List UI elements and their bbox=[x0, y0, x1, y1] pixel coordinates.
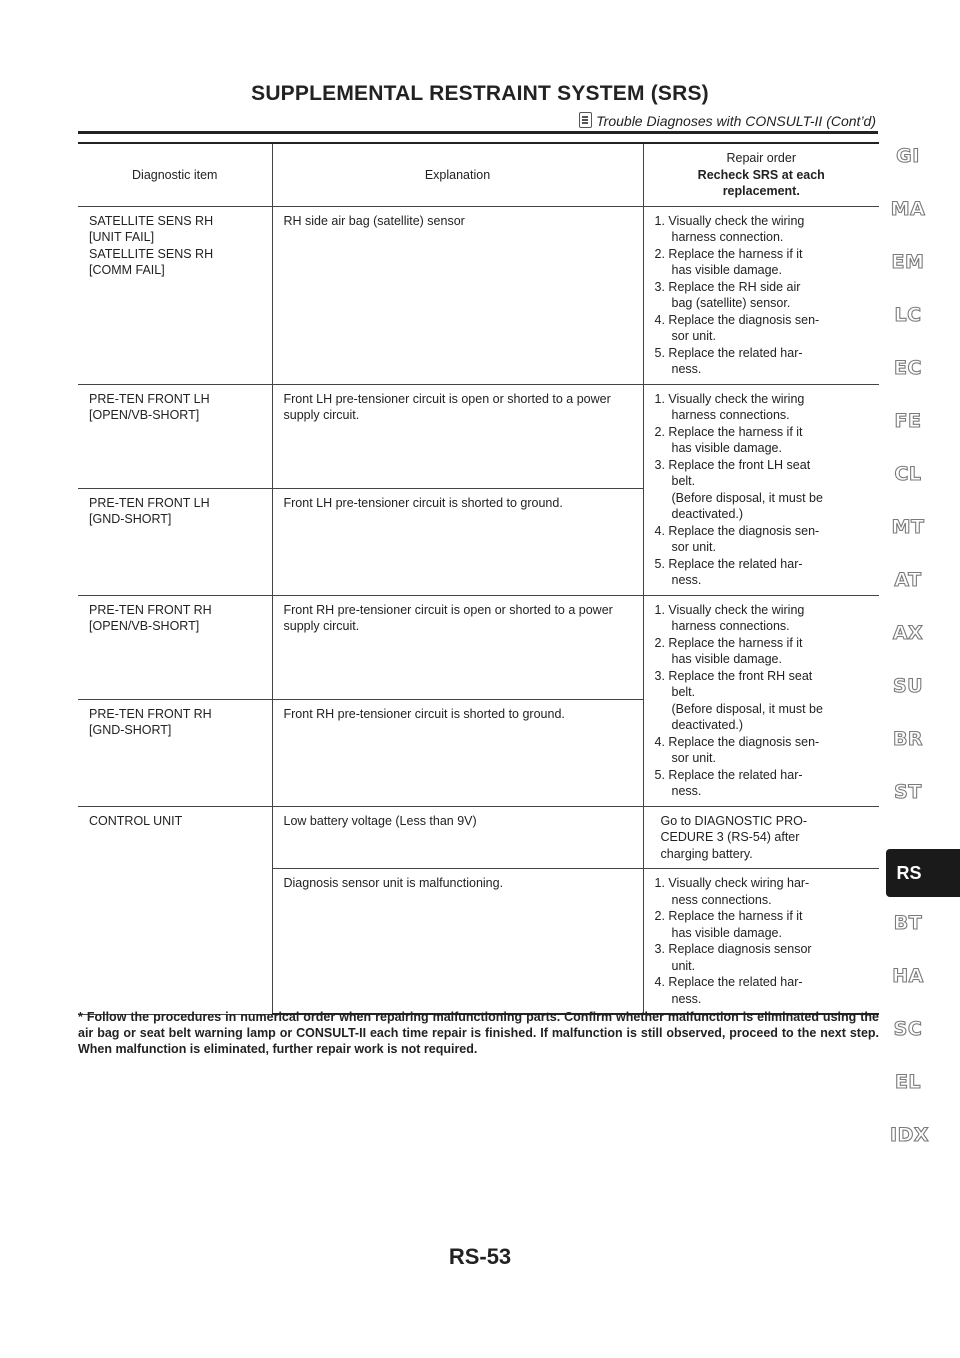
section-subtitle bbox=[579, 112, 876, 129]
repair-step: 2. Replace the harness if it has visible damage. bbox=[654, 246, 803, 277]
repair-step: 3. Replace the front LH seat belt. (Before disposal, it must be deactivated.) bbox=[654, 457, 823, 521]
item-line: CONTROL UNIT bbox=[89, 813, 183, 828]
index-tab-fe[interactable]: FE bbox=[894, 410, 922, 432]
repair-note-line: Go to DIAGNOSTIC PRO- bbox=[660, 813, 808, 828]
footnote: * Follow the procedures in numerical order when repairing malfunctioning parts. Confirm whether malfunction is eliminated using the air bag or seat belt warning lamp or CONSULT-II each time repair is finished. If malfunction is still observed, proceed to the next step. When malfunction is eliminated, further repair work is not required. bbox=[78, 1010, 879, 1056]
index-tab-lc[interactable]: LC bbox=[894, 304, 922, 326]
explanation-cell: Diagnosis sensor unit is malfunctioning. bbox=[272, 869, 643, 1015]
index-tab-bt[interactable]: BT bbox=[893, 912, 923, 934]
explanation-cell: Low battery voltage (Less than 9V) bbox=[272, 806, 643, 869]
table-row bbox=[78, 806, 879, 869]
table-row bbox=[78, 595, 879, 699]
repair-steps bbox=[655, 213, 880, 378]
repair-step: 3. Replace the front RH seat belt. (Before disposal, it must be deactivated.) bbox=[654, 668, 823, 732]
item-line: [UNIT FAIL] bbox=[89, 230, 155, 244]
repair-step: 3. Replace the RH side air bag (satellite) sensor. bbox=[654, 279, 801, 310]
repair-steps bbox=[655, 391, 880, 589]
item-line: [OPEN/VB-SHORT] bbox=[89, 619, 200, 633]
header-diagnostic-item: Diagnostic item bbox=[78, 143, 272, 206]
repair-step: 5. Replace the related har- ness. bbox=[654, 345, 803, 376]
header-repair-order-label: Repair order bbox=[726, 151, 796, 165]
table-header-row bbox=[78, 143, 879, 206]
index-tab-ec[interactable]: EC bbox=[894, 357, 922, 379]
index-tab-gi[interactable]: GI bbox=[896, 145, 920, 167]
repair-step: 4. Replace the diagnosis sen- sor unit. bbox=[654, 734, 820, 765]
explanation-cell: Front LH pre-tensioner circuit is open or shorted to a power supply circuit. bbox=[272, 384, 643, 488]
repair-step: 1. Visually check wiring har- ness connections. bbox=[654, 876, 810, 907]
repair-step: 4. Replace the diagnosis sen- sor unit. bbox=[654, 312, 820, 343]
index-tab-sc[interactable]: SC bbox=[893, 1018, 923, 1040]
repair-order-cell bbox=[643, 869, 879, 1015]
index-tab-st[interactable]: ST bbox=[894, 781, 922, 803]
index-tab-el[interactable]: EL bbox=[894, 1071, 922, 1093]
item-line: [COMM FAIL] bbox=[89, 263, 165, 277]
table-row bbox=[78, 384, 879, 488]
repair-note bbox=[655, 813, 880, 863]
header-repair-order bbox=[643, 143, 879, 206]
diagnostic-item-cell bbox=[78, 806, 272, 1014]
repair-step: 2. Replace the harness if it has visible damage. bbox=[654, 424, 803, 455]
index-tab-em[interactable]: EM bbox=[891, 251, 925, 273]
diagnostic-item-cell bbox=[78, 699, 272, 806]
explanation-cell: Front LH pre-tensioner circuit is shorted to ground. bbox=[272, 488, 643, 595]
repair-note-line: charging battery. bbox=[660, 846, 753, 861]
manual-page-icon bbox=[579, 112, 592, 128]
repair-step: 5. Replace the related har- ness. bbox=[654, 767, 803, 798]
item-line: PRE-TEN FRONT LH bbox=[89, 391, 210, 406]
index-tab-su[interactable]: SU bbox=[892, 675, 924, 697]
index-tab-ha[interactable]: HA bbox=[892, 965, 924, 987]
item-line: PRE-TEN FRONT RH bbox=[89, 706, 212, 721]
index-tab-rs-label: RS bbox=[896, 863, 922, 883]
repair-step: 2. Replace the harness if it has visible damage. bbox=[654, 909, 803, 940]
repair-order-cell bbox=[643, 806, 879, 869]
index-tab-mt[interactable]: MT bbox=[891, 516, 925, 538]
repair-order-cell bbox=[643, 384, 879, 595]
repair-step: 2. Replace the harness if it has visible damage. bbox=[654, 635, 803, 666]
repair-step: 1. Visually check the wiring harness connections. bbox=[654, 391, 805, 422]
table-row bbox=[78, 206, 879, 384]
header-explanation: Explanation bbox=[272, 143, 643, 206]
explanation-cell: RH side air bag (satellite) sensor bbox=[272, 206, 643, 384]
index-tab-idx[interactable]: IDX bbox=[890, 1124, 929, 1146]
item-line: [GND-SHORT] bbox=[89, 512, 172, 527]
index-tab-ax[interactable]: AX bbox=[892, 622, 924, 644]
diagnostic-item-cell bbox=[78, 384, 272, 488]
repair-order-cell bbox=[643, 595, 879, 806]
section-index bbox=[884, 0, 960, 1358]
repair-step: 3. Replace diagnosis sensor unit. bbox=[654, 942, 812, 973]
item-line: [GND-SHORT] bbox=[89, 723, 172, 738]
section-subtitle-text: Trouble Diagnoses with CONSULT-II (Cont’d) bbox=[596, 113, 876, 129]
diagnostic-item-cell bbox=[78, 595, 272, 699]
index-tab-ma[interactable]: MA bbox=[890, 198, 926, 220]
diagnostic-item-cell bbox=[78, 488, 272, 595]
repair-steps bbox=[655, 602, 880, 800]
index-tab-at[interactable]: AT bbox=[894, 569, 922, 591]
repair-step: 4. Replace the related har- ness. bbox=[654, 975, 803, 1006]
repair-step: 4. Replace the diagnosis sen- sor unit. bbox=[654, 523, 820, 554]
repair-step: 1. Visually check the wiring harness connections. bbox=[654, 602, 805, 633]
item-line: SATELLITE SENS RH bbox=[89, 246, 214, 261]
item-line: PRE-TEN FRONT LH bbox=[89, 495, 210, 510]
header-repair-order-note-1: Recheck SRS at each bbox=[697, 167, 825, 182]
repair-step: 1. Visually check the wiring harness connection. bbox=[654, 213, 805, 244]
repair-order-cell bbox=[643, 206, 879, 384]
index-tab-rs-active[interactable] bbox=[886, 849, 960, 897]
explanation-cell: Front RH pre-tensioner circuit is shorted to ground. bbox=[272, 699, 643, 806]
header-divider bbox=[78, 131, 878, 134]
header-repair-order-note-2: replacement. bbox=[722, 184, 800, 198]
index-tab-cl[interactable]: CL bbox=[894, 463, 922, 485]
repair-steps bbox=[655, 875, 880, 1007]
item-line: [OPEN/VB-SHORT] bbox=[89, 408, 200, 422]
diagnostic-table bbox=[78, 142, 879, 1015]
diagnostic-item-cell bbox=[78, 206, 272, 384]
page-number: RS-53 bbox=[448, 1244, 512, 1269]
item-line: SATELLITE SENS RH bbox=[89, 213, 214, 228]
index-tab-br[interactable]: BR bbox=[892, 728, 924, 750]
page-title: SUPPLEMENTAL RESTRAINT SYSTEM (SRS) bbox=[251, 82, 709, 105]
explanation-cell: Front RH pre-tensioner circuit is open or shorted to a power supply circuit. bbox=[272, 595, 643, 699]
repair-note-line: CEDURE 3 (RS-54) after bbox=[660, 830, 800, 844]
repair-step: 5. Replace the related har- ness. bbox=[654, 556, 803, 587]
item-line: PRE-TEN FRONT RH bbox=[89, 602, 212, 617]
